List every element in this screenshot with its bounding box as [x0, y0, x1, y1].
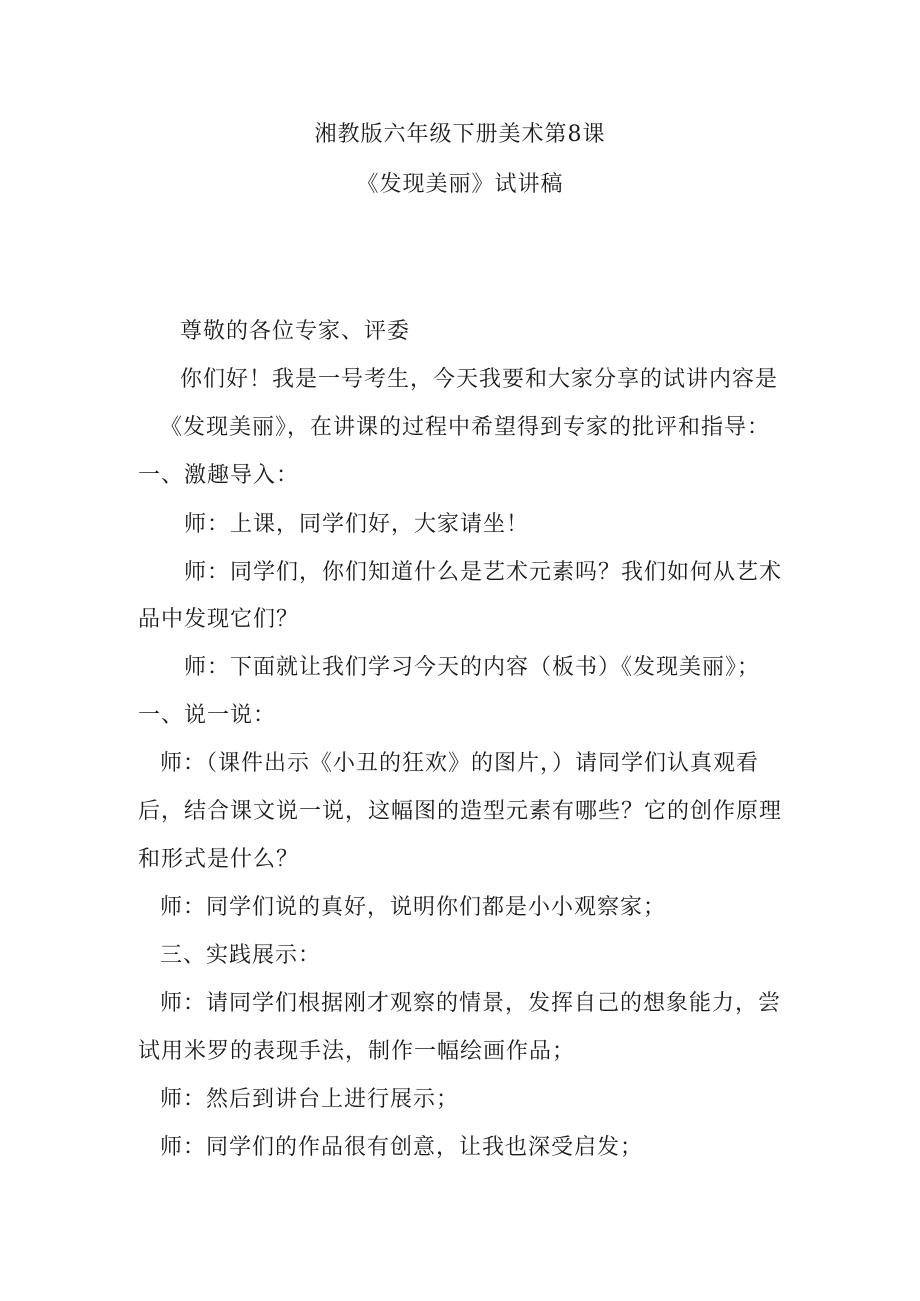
document-subtitle: 《发现美丽》试讲稿 [356, 172, 564, 197]
section-heading: 三、实践展示： [160, 943, 322, 968]
paragraph-line: 师：下面就让我们学习今天的内容（板书）《发现美丽》； [184, 655, 761, 680]
paragraph-line: 师：然后到讲台上进行展示； [160, 1087, 460, 1112]
paragraph-line: 师：（课件出示《小丑的狂欢》的图片，）请同学们认真观看 [160, 751, 760, 776]
paragraph-line: 《发现美丽》，在讲课的过程中希望得到专家的批评和指导： [160, 415, 771, 440]
paragraph-line: 你们好！我是一号考生，今天我要和大家分享的试讲内容是 [180, 367, 779, 392]
paragraph-line: 师：同学们的作品很有创意，让我也深受启发； [160, 1135, 644, 1160]
paragraph-line: 试用米罗的表现手法，制作一幅绘画作品； [138, 1039, 576, 1064]
salutation: 尊敬的各位专家、评委 [180, 319, 411, 344]
paragraph-line: 后，结合课文说一说，这幅图的造型元素有哪些？它的创作原理 [138, 799, 783, 824]
paragraph-line: 师：同学们，你们知道什么是艺术元素吗？我们如何从艺术 [184, 560, 783, 585]
paragraph-line: 品中发现它们？ [138, 607, 300, 632]
paragraph-line: 师：同学们说的真好，说明你们都是小小观察家； [160, 895, 667, 920]
section-heading: 一、说一说： [138, 703, 277, 728]
paragraph-line: 师：上课，同学们好，大家请坐！ [184, 512, 530, 537]
paragraph-line: 师：请同学们根据刚才观察的情景，发挥自己的想象能力，尝 [160, 991, 782, 1016]
document-title: 湘教版六年级下册美术第8课 [314, 122, 606, 147]
paragraph-line: 和形式是什么？ [138, 847, 300, 872]
section-heading: 一、激趣导入： [138, 463, 300, 488]
